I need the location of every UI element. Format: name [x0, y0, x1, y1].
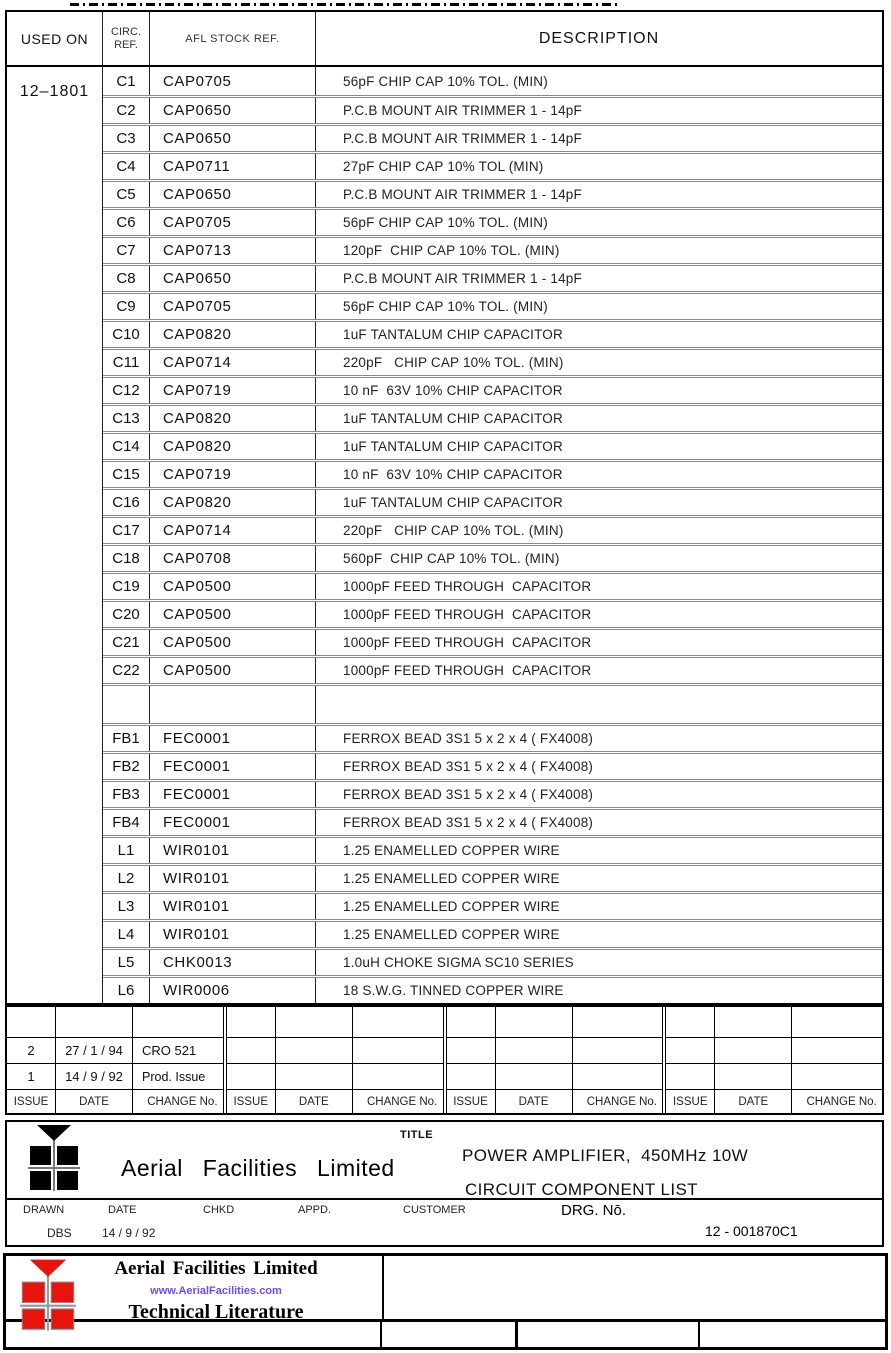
title-block-top: [7, 1122, 882, 1198]
revision-header-cell: ISSUE: [666, 1089, 714, 1113]
circ-ref-cell: C17: [103, 518, 150, 543]
circ-ref-cell: [103, 686, 150, 723]
circ-ref-cell: L1: [103, 838, 150, 863]
stock-ref-cell: WIR0101: [150, 838, 316, 863]
description-cell: 1000pF FEED THROUGH CAPACITOR: [343, 663, 592, 678]
used-on-value: 12–1801: [19, 83, 90, 100]
component-row: [103, 431, 882, 459]
circ-ref-line2: REF.: [114, 38, 138, 51]
col-header-stock-ref: AFL STOCK REF.: [150, 12, 316, 65]
circ-ref-cell: C19: [103, 574, 150, 599]
stock-ref-cell: CAP0500: [150, 602, 316, 627]
revision-cell: 14 / 9 / 92: [55, 1063, 132, 1089]
circ-ref-line1: CIRC.: [111, 25, 141, 38]
stock-ref-cell: WIR0101: [150, 922, 316, 947]
circ-ref-cell: C6: [103, 210, 150, 235]
description-cell: 560pF CHIP CAP 10% TOL. (MIN): [343, 551, 560, 566]
chkd-label: CHKD: [203, 1204, 235, 1216]
afl-logo-icon: [25, 1125, 83, 1191]
component-row: [103, 207, 882, 235]
revision-cell: [495, 1037, 572, 1063]
footer-top-empty-cell: [384, 1256, 885, 1319]
circ-ref-cell: C15: [103, 462, 150, 487]
component-row: [103, 543, 882, 571]
circ-ref-cell: L3: [103, 894, 150, 919]
circ-ref-cell: L5: [103, 950, 150, 975]
stock-ref-cell: CAP0714: [150, 518, 316, 543]
component-row: [103, 627, 882, 655]
component-row: [103, 95, 882, 123]
revision-cell: [495, 1007, 572, 1037]
document-title: CIRCUIT COMPONENT LIST: [465, 1180, 698, 1199]
component-row: [103, 655, 882, 683]
description-cell: P.C.B MOUNT AIR TRIMMER 1 - 14pF: [343, 271, 582, 286]
revision-group: [662, 1007, 882, 1113]
component-table: [5, 10, 884, 1005]
circ-ref-cell: C5: [103, 182, 150, 207]
component-row: [103, 599, 882, 627]
revision-cell: [791, 1063, 882, 1089]
description-cell: P.C.B MOUNT AIR TRIMMER 1 - 14pF: [343, 103, 582, 118]
revision-cell: [352, 1007, 443, 1037]
used-on-cell: [7, 67, 103, 1003]
stock-ref-cell: CAP0711: [150, 154, 316, 179]
component-row: [103, 319, 882, 347]
revision-cell: [666, 1063, 714, 1089]
company-name: Aerial Facilities Limited: [121, 1155, 395, 1181]
title-label: TITLE: [400, 1129, 434, 1141]
description-cell: 1.0uH CHOKE SIGMA SC10 SERIES: [343, 955, 574, 970]
circ-ref-cell: C8: [103, 266, 150, 291]
component-row: [103, 487, 882, 515]
component-row: [103, 723, 882, 751]
circ-ref-cell: C2: [103, 98, 150, 123]
stock-ref-cell: CAP0708: [150, 546, 316, 571]
circ-ref-cell: C3: [103, 126, 150, 151]
component-row: [103, 807, 882, 835]
circ-ref-cell: C11: [103, 350, 150, 375]
component-row: [103, 835, 882, 863]
description-cell: 1000pF FEED THROUGH CAPACITOR: [343, 579, 592, 594]
revision-cell: [7, 1007, 55, 1037]
stock-ref-cell: CAP0820: [150, 434, 316, 459]
description-cell: FERROX BEAD 3S1 5 x 2 x 4 ( FX4008): [343, 731, 594, 746]
footer-top-row: [6, 1256, 885, 1322]
circ-ref-cell: FB4: [103, 810, 150, 835]
description-cell: FERROX BEAD 3S1 5 x 2 x 4 ( FX4008): [343, 815, 594, 830]
description-cell: FERROX BEAD 3S1 5 x 2 x 4 ( FX4008): [343, 787, 594, 802]
date-label: DATE: [108, 1204, 137, 1216]
component-table-header: [7, 12, 882, 67]
drawn-value: DBS: [47, 1226, 72, 1240]
revision-cell: Prod. Issue: [132, 1063, 223, 1089]
component-row: [103, 863, 882, 891]
footer-bottom-cell-3: [518, 1322, 700, 1347]
stock-ref-cell: CAP0719: [150, 378, 316, 403]
component-row: [103, 751, 882, 779]
revision-header-cell: CHANGE No.: [572, 1089, 663, 1113]
description-cell: 1.25 ENAMELLED COPPER WIRE: [343, 871, 560, 886]
revision-group: [7, 1007, 223, 1113]
circ-ref-cell: C12: [103, 378, 150, 403]
component-rows: [103, 67, 882, 1003]
revision-cell: [714, 1063, 791, 1089]
stock-ref-cell: CAP0500: [150, 574, 316, 599]
revision-cell: [227, 1037, 275, 1063]
footer-literature-title: Technical Literature: [128, 1301, 304, 1323]
revision-cell: [572, 1037, 663, 1063]
component-table-body: [7, 67, 882, 1003]
revision-header-cell: CHANGE No.: [352, 1089, 443, 1113]
component-row: [103, 459, 882, 487]
description-cell: P.C.B MOUNT AIR TRIMMER 1 - 14pF: [343, 131, 582, 146]
footer-company-name: Aerial Facilities Limited: [114, 1258, 318, 1279]
circ-ref-cell: C14: [103, 434, 150, 459]
revision-cell: CRO 521: [132, 1037, 223, 1063]
circ-ref-cell: C13: [103, 406, 150, 431]
stock-ref-cell: CAP0705: [150, 294, 316, 319]
revision-cell: [447, 1007, 495, 1037]
circ-ref-cell: C20: [103, 602, 150, 627]
description-cell: FERROX BEAD 3S1 5 x 2 x 4 ( FX4008): [343, 759, 594, 774]
component-row: [103, 571, 882, 599]
description-cell: 1uF TANTALUM CHIP CAPACITOR: [343, 495, 563, 510]
revision-header-cell: CHANGE No.: [791, 1089, 882, 1113]
revision-cell: [666, 1037, 714, 1063]
footer-brand-cell: [6, 1256, 384, 1323]
stock-ref-cell: CAP0820: [150, 322, 316, 347]
revision-header-cell: DATE: [275, 1089, 352, 1113]
component-row: [103, 291, 882, 319]
revision-cell: [275, 1037, 352, 1063]
description-cell: [316, 686, 882, 723]
component-row: [103, 235, 882, 263]
circ-ref-cell: C9: [103, 294, 150, 319]
appd-label: APPD.: [298, 1204, 332, 1216]
footer-bottom-cell-2: [382, 1322, 518, 1347]
revision-header-cell: CHANGE No.: [132, 1089, 223, 1113]
revision-cell: [572, 1007, 663, 1037]
component-row: [103, 947, 882, 975]
description-cell: 18 S.W.G. TINNED COPPER WIRE: [343, 983, 564, 998]
revision-cell: [447, 1037, 495, 1063]
perforation-line: [70, 3, 618, 6]
col-header-circ-ref: [103, 12, 150, 65]
col-header-description: DESCRIPTION: [538, 29, 660, 47]
circ-ref-cell: C18: [103, 546, 150, 571]
circ-ref-cell: C21: [103, 630, 150, 655]
footer-bottom-cell-4: [700, 1322, 885, 1347]
description-cell: 1.25 ENAMELLED COPPER WIRE: [343, 927, 560, 942]
stock-ref-cell: CAP0714: [150, 350, 316, 375]
stock-ref-cell: CHK0013: [150, 950, 316, 975]
component-row: [103, 179, 882, 207]
component-row: [103, 779, 882, 807]
revision-cell: [352, 1063, 443, 1089]
revision-cell: 1: [7, 1063, 55, 1089]
stock-ref-cell: [150, 686, 316, 723]
stock-ref-cell: FEC0001: [150, 754, 316, 779]
revision-cell: [447, 1063, 495, 1089]
stock-ref-cell: CAP0713: [150, 238, 316, 263]
stock-ref-cell: CAP0705: [150, 210, 316, 235]
component-row: [103, 347, 882, 375]
revision-header-cell: ISSUE: [227, 1089, 275, 1113]
stock-ref-cell: CAP0650: [150, 126, 316, 151]
circ-ref-cell: L2: [103, 866, 150, 891]
component-row: [103, 375, 882, 403]
revision-cell: [666, 1007, 714, 1037]
revision-cell: 2: [7, 1037, 55, 1063]
circ-ref-cell: L4: [103, 922, 150, 947]
description-cell: 1.25 ENAMELLED COPPER WIRE: [343, 899, 560, 914]
title-block-fields: [7, 1198, 882, 1245]
circ-ref-cell: C4: [103, 154, 150, 179]
revision-header-cell: DATE: [714, 1089, 791, 1113]
stock-ref-cell: CAP0650: [150, 98, 316, 123]
footer-block: [3, 1253, 888, 1350]
stock-ref-cell: CAP0719: [150, 462, 316, 487]
stock-ref-cell: CAP0705: [150, 67, 316, 95]
revision-group: [223, 1007, 443, 1113]
revision-header-cell: ISSUE: [7, 1089, 55, 1113]
component-row: [103, 67, 882, 95]
stock-ref-cell: CAP0820: [150, 406, 316, 431]
description-cell: 1uF TANTALUM CHIP CAPACITOR: [343, 411, 563, 426]
description-cell: 56pF CHIP CAP 10% TOL. (MIN): [343, 215, 548, 230]
stock-ref-cell: CAP0820: [150, 490, 316, 515]
stock-ref-cell: CAP0650: [150, 182, 316, 207]
revision-cell: [132, 1007, 223, 1037]
stock-ref-cell: CAP0650: [150, 266, 316, 291]
stock-ref-cell: WIR0101: [150, 894, 316, 919]
stock-ref-cell: FEC0001: [150, 810, 316, 835]
revision-cell: 27 / 1 / 94: [55, 1037, 132, 1063]
revision-cell: [275, 1063, 352, 1089]
description-cell: P.C.B MOUNT AIR TRIMMER 1 - 14pF: [343, 187, 582, 202]
revision-cell: [55, 1007, 132, 1037]
description-cell: 220pF CHIP CAP 10% TOL. (MIN): [343, 355, 564, 370]
date-value: 14 / 9 / 92: [102, 1226, 156, 1240]
title-block: [5, 1120, 884, 1247]
circ-ref-cell: FB1: [103, 726, 150, 751]
component-row: [103, 515, 882, 543]
description-cell: 1uF TANTALUM CHIP CAPACITOR: [343, 439, 563, 454]
footer-bottom-row: [6, 1322, 885, 1347]
revision-cell: [495, 1063, 572, 1089]
revision-group: [443, 1007, 663, 1113]
component-row: [103, 683, 882, 723]
revision-cell: [714, 1037, 791, 1063]
description-cell: 10 nF 63V 10% CHIP CAPACITOR: [343, 383, 563, 398]
revision-cell: [227, 1063, 275, 1089]
component-row: [103, 919, 882, 947]
product-title: POWER AMPLIFIER, 450MHz 10W: [462, 1146, 749, 1165]
component-row: [103, 891, 882, 919]
circ-ref-cell: C16: [103, 490, 150, 515]
component-row: [103, 263, 882, 291]
description-cell: 56pF CHIP CAP 10% TOL. (MIN): [343, 299, 548, 314]
stock-ref-cell: CAP0500: [150, 658, 316, 683]
description-cell: 10 nF 63V 10% CHIP CAPACITOR: [343, 467, 563, 482]
col-header-used-on: USED ON: [7, 12, 103, 65]
stock-ref-cell: WIR0101: [150, 866, 316, 891]
component-row: [103, 403, 882, 431]
revision-cell: [572, 1063, 663, 1089]
revision-table: [5, 1005, 884, 1115]
footer-website-link[interactable]: www.AerialFacilities.com: [150, 1285, 282, 1297]
description-cell: 56pF CHIP CAP 10% TOL. (MIN): [343, 73, 548, 89]
circ-ref-cell: FB2: [103, 754, 150, 779]
circ-ref-cell: C22: [103, 658, 150, 683]
revision-cell: [791, 1007, 882, 1037]
description-cell: 1.25 ENAMELLED COPPER WIRE: [343, 843, 560, 858]
circ-ref-cell: L6: [103, 978, 150, 1003]
component-row: [103, 975, 882, 1003]
revision-cell: [275, 1007, 352, 1037]
description-cell: 1000pF FEED THROUGH CAPACITOR: [343, 635, 592, 650]
drg-no-value: 12 - 001870C1: [705, 1223, 798, 1239]
description-cell: 1000pF FEED THROUGH CAPACITOR: [343, 607, 592, 622]
circ-ref-cell: C1: [103, 67, 150, 95]
circ-ref-cell: FB3: [103, 782, 150, 807]
description-cell: 1uF TANTALUM CHIP CAPACITOR: [343, 327, 563, 342]
stock-ref-cell: FEC0001: [150, 726, 316, 751]
revision-cell: [352, 1037, 443, 1063]
revision-header-cell: DATE: [495, 1089, 572, 1113]
stock-ref-cell: CAP0500: [150, 630, 316, 655]
stock-ref-cell: WIR0006: [150, 978, 316, 1003]
revision-cell: [227, 1007, 275, 1037]
description-cell: 27pF CHIP CAP 10% TOL (MIN): [343, 159, 544, 174]
circ-ref-cell: C10: [103, 322, 150, 347]
description-cell: 120pF CHIP CAP 10% TOL. (MIN): [343, 243, 560, 258]
footer-texts: [51, 1258, 381, 1324]
description-cell: 220pF CHIP CAP 10% TOL. (MIN): [343, 523, 564, 538]
revision-cell: [714, 1007, 791, 1037]
stock-ref-cell: FEC0001: [150, 782, 316, 807]
component-row: [103, 123, 882, 151]
drawn-label: DRAWN: [23, 1204, 65, 1216]
customer-label: CUSTOMER: [403, 1204, 466, 1216]
revision-header-cell: ISSUE: [447, 1089, 495, 1113]
revision-cell: [791, 1037, 882, 1063]
revision-header-cell: DATE: [55, 1089, 132, 1113]
component-row: [103, 151, 882, 179]
drg-no-label: DRG. Nō.: [561, 1202, 627, 1219]
circ-ref-cell: C7: [103, 238, 150, 263]
